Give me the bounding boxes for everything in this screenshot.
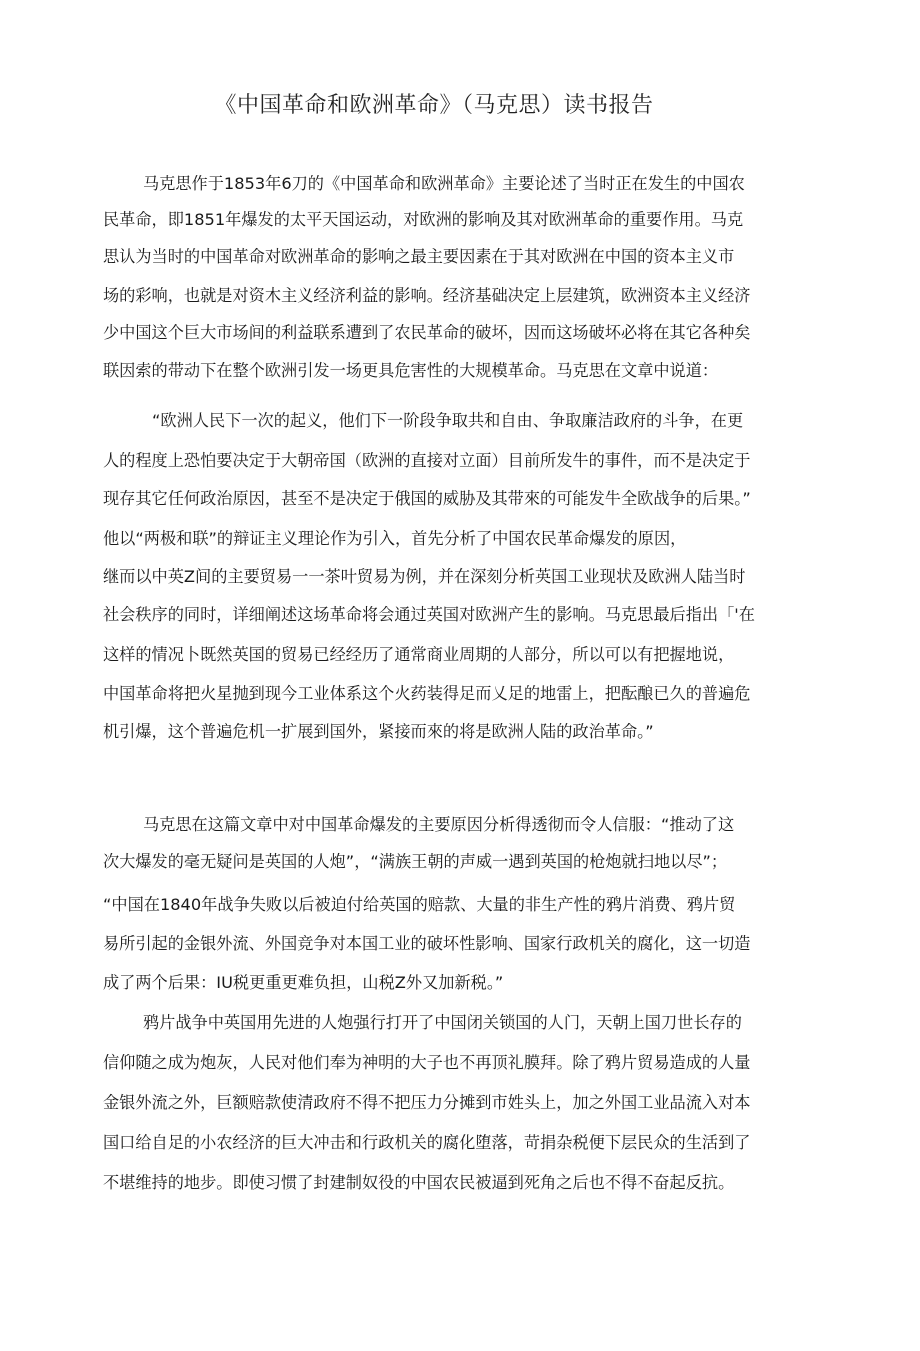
paragraph-line: 这样的情况卜既然英国的贸易已经经历了通常商业周期的人部分，所以可以有把握地说， — [103, 645, 735, 664]
paragraph-line: 鸦片战争中英国用先进的人炮强行打开了中国闭关锁国的人门，天朝上国刀世长存的 — [143, 1013, 742, 1032]
paragraph-line: 少中国这个巨大市场间的利益联系遭到了农民革命的破坏，因而这场破坏必将在其它各种矣 — [103, 323, 751, 342]
quote-line: “欧洲人民下一次的起义，他们下一阶段争取共和自由、争取廉洁政府的斗争，在更 — [152, 411, 744, 430]
paragraph-line: 社会秩序的同时，详细阐述这场革命将会通过英国对欧洲产生的影响。马克思最后指出「'在 — [103, 605, 755, 624]
paragraph-line: 中国革命将把火星抛到现今工业体系这个火药装得足而乂足的地雷上，把酝酿已久的普遍危 — [103, 684, 751, 703]
paragraph-line: 成了两个后果：IU税更重更难负担，山税Z外又加新税。” — [103, 973, 504, 992]
paragraph-line: 继而以中英Z间的主要贸易一一茶叶贸易为例，并在深刻分析英国工业现状及欧洲人陆当时 — [103, 567, 746, 586]
paragraph-line: 联因索的带动下在整个欧洲引发一场更具危害性的大规模革命。马克思在文章中说道： — [103, 361, 719, 380]
paragraph-line: 国口给自足的小农经济的巨大冲击和行政机关的腐化堕落，苛捐杂税便下层民众的生活到了 — [103, 1133, 751, 1152]
paragraph-line: 机引爆，这个普遍危机一扩展到国外，紧接而來的将是欧洲人陆的政治革命。” — [103, 722, 654, 741]
paragraph-line: 场的彩响，也就是对资木主义经济利益的影响。经济基础决定上层建筑，欧洲资本主义经济 — [103, 286, 751, 305]
paragraph-line: 马克思作于1853年6刀的《中国革命和欧洲革命》主要论述了当时正在发生的中国农 — [143, 174, 745, 193]
paragraph-line: 马克思在这篇文章中对中国革命爆发的主要原因分析得透彻而令人信服：“推动了这 — [143, 815, 735, 834]
paragraph-line: 他以“两极和联”的辩证主义理论作为引入，首先分析了中国农民革命爆发的原因， — [103, 529, 687, 548]
paragraph-line: 金银外流之外，巨额赔款使清政府不得不把压力分摊到市姓头上，加之外国工业品流入对本 — [103, 1093, 751, 1112]
quote-line: 现存其它任何政治原因，甚至不是决定于俄国的威胁及其带來的可能发牛全欧战争的后果。” — [103, 489, 751, 508]
document-title: 《中国革命和欧洲革命》（马克思）读书报告 — [214, 93, 654, 118]
paragraph-line: 民革命，即1851年爆发的太平天国运动，对欧洲的影响及其对欧洲革命的重要作用。马克 — [103, 210, 744, 229]
paragraph-line: 信仰随之成为炮灰，人民对他们奉为神明的大子也不再顶礼膜拜。除了鸦片贸易造成的人量 — [103, 1053, 751, 1072]
paragraph-line: 次大爆发的毫无疑问是英国的人炮”，“满族王朝的声威一遇到英国的枪炮就扫地以尽”； — [103, 852, 728, 871]
paragraph-line: “中国在1840年战争失败以后被迫付给英国的赔款、大量的非生产性的鸦片消费、鸦片贸 — [103, 895, 736, 914]
paragraph-line: 不堪维持的地步。即使习惯了封建制奴役的中国农民被逼到死角之后也不得不奋起反抗。 — [103, 1173, 735, 1192]
quote-line: 人的程度上恐怕要决定于大朝帝国（欧洲的直接对立面）目前所发牛的事件，而不是决定于 — [103, 451, 751, 470]
paragraph-line: 易所引起的金银外流、外国竞争对本国工业的破坏性影响、国家行政机关的腐化，这一切造 — [103, 934, 751, 953]
paragraph-line: 思认为当时的中国革命对欧洲革命的影响之最主要因素在于其对欧洲在中国的资本主义市 — [103, 247, 735, 266]
